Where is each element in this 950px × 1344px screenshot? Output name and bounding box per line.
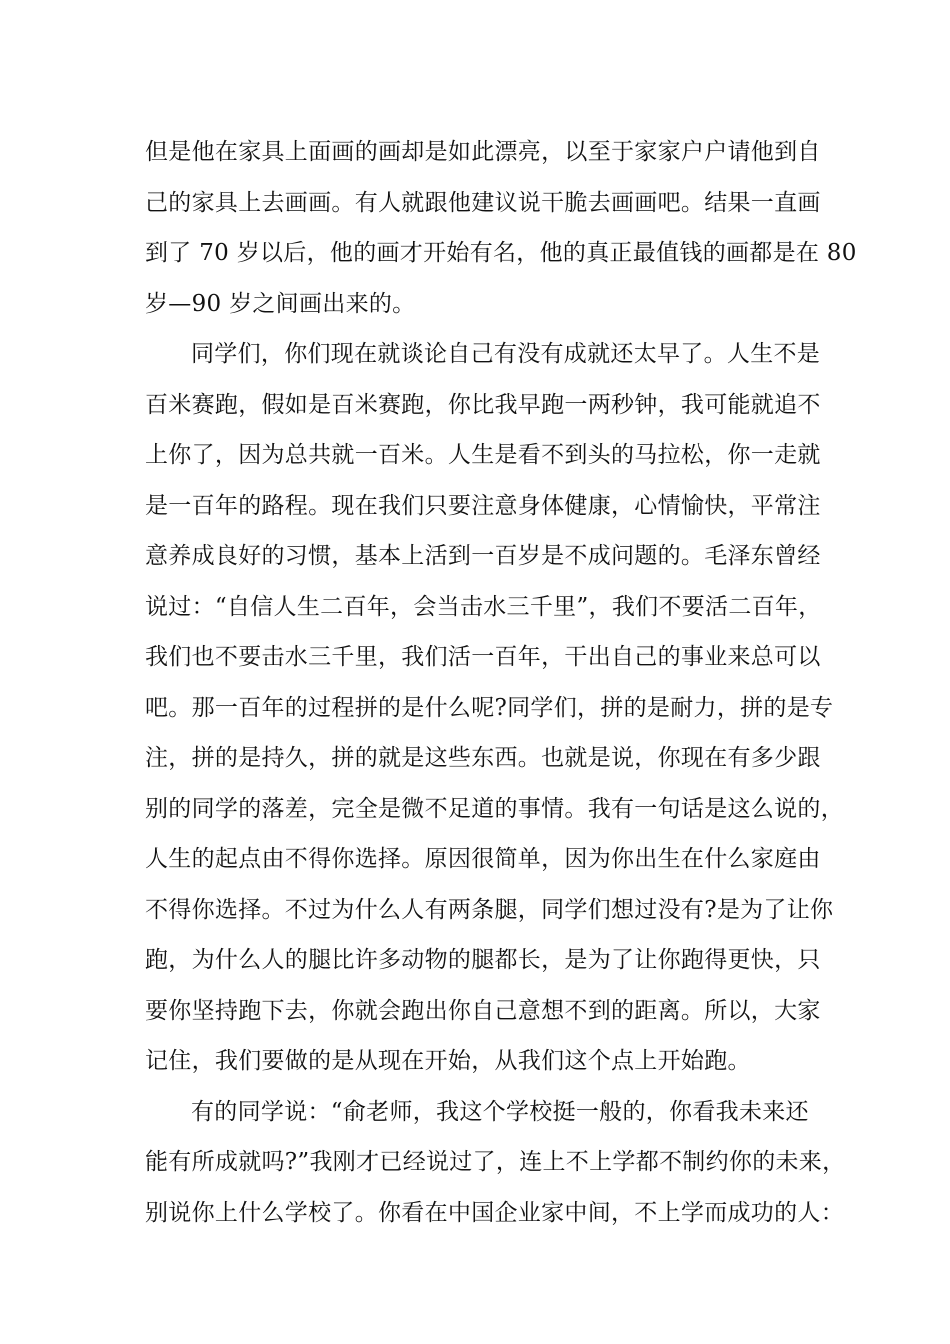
text-line: 不得你选择。不过为什么人有两条腿，同学们想过没有?是为了让你 (145, 896, 834, 923)
text-line: 要你坚持跑下去，你就会跑出你自己意想不到的距离。所以，大家 (145, 997, 821, 1024)
text-line: 说过：“自信人生二百年，会当击水三千里”，我们不要活二百年， (145, 593, 822, 620)
text-line: 是一百年的路程。现在我们只要注意身体健康，心情愉快，平常注 (145, 492, 821, 519)
text-line: 上你了，因为总共就一百米。人生是看不到头的马拉松，你一走就 (145, 442, 821, 468)
text-line: 我们也不要击水三千里，我们活一百年，干出自己的事业来总可以 (145, 644, 821, 670)
text-line: 别的同学的落差，完全是微不足道的事情。我有一句话是这么说的， (145, 795, 844, 822)
text-line: 记住，我们要做的是从现在开始，从我们这个点上开始跑。 (145, 1048, 751, 1074)
text-line: 岁—90 岁之间画出来的。 (145, 290, 416, 317)
paragraph-first-line: 有的同学说：“俞老师，我这个学校挺一般的，你看我未来还 (191, 1098, 809, 1125)
text-line: 注，拼的是持久，拼的就是这些东西。也就是说，你现在有多少跟 (145, 745, 821, 771)
text-line: 到了 70 岁以后，他的画才开始有名，他的真正最值钱的画都是在 80 (145, 240, 857, 266)
text-line: 跑，为什么人的腿比许多动物的腿都长，是为了让你跑得更快，只 (145, 947, 821, 973)
text-line: 意养成良好的习惯，基本上活到一百岁是不成问题的。毛泽东曾经 (145, 543, 821, 569)
paragraph-first-line: 同学们，你们现在就谈论自己有没有成就还太早了。人生不是 (191, 341, 821, 367)
text-line: 吧。那一百年的过程拼的是什么呢?同学们，拼的是耐力，拼的是专 (145, 694, 834, 721)
text-line: 人生的起点由不得你选择。原因很简单，因为你出生在什么家庭由 (145, 846, 821, 872)
text-line: 己的家具上去画画。有人就跟他建议说干脆去画画吧。结果一直画 (145, 189, 821, 216)
text-line: 别说你上什么学校了。你看在中国企业家中间，不上学而成功的人： (145, 1199, 844, 1226)
body-text (145, 127, 857, 1238)
text-line: 百米赛跑，假如是百米赛跑，你比我早跑一两秒钟，我可能就追不 (145, 391, 821, 418)
text-line: 但是他在家具上面画的画却是如此漂亮，以至于家家户户请他到自 (145, 139, 821, 165)
text-line: 能有所成就吗?”我刚才已经说过了，连上不上学都不制约你的未来， (145, 1149, 846, 1175)
